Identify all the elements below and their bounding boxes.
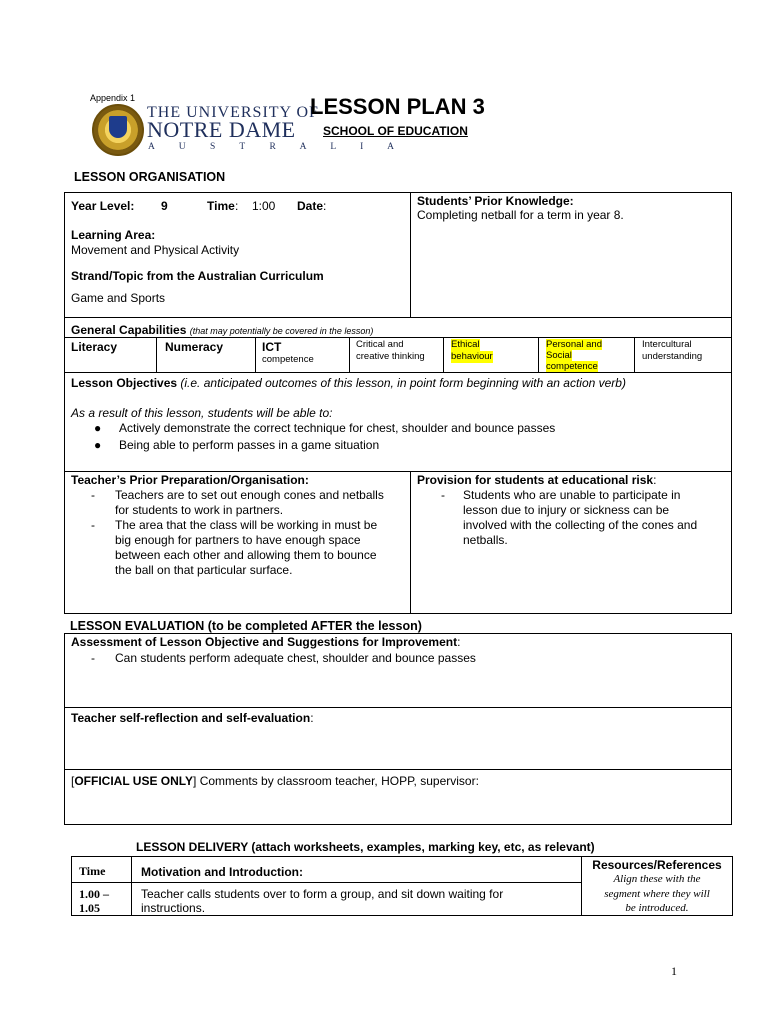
preparation-heading: Teacher’s Prior Preparation/Organisation: — [71, 473, 309, 487]
capability-critical-line2: creative thinking — [356, 351, 425, 362]
objective-bullet-1: ● — [94, 421, 102, 435]
capability-numeracy-label: Numeracy — [165, 340, 224, 354]
provision-item-line1: Students who are unable to participate in — [463, 488, 681, 502]
delivery-motivation-header — [131, 856, 582, 883]
row-time-line1: 1.00 – — [79, 887, 109, 901]
capability-ethical — [443, 337, 539, 373]
strand-value: Game and Sports — [71, 291, 166, 305]
provision-heading-line — [417, 473, 656, 487]
provision-colon: : — [653, 473, 657, 487]
time-colon: : — [235, 199, 239, 213]
capability-numeracy — [156, 337, 256, 373]
reflection-label: Teacher self-reflection and self-evaluation — [71, 711, 311, 725]
preparation-item2-line4: the ball on that particular surface. — [115, 563, 293, 577]
page-subtitle: SCHOOL OF EDUCATION — [323, 124, 468, 138]
row-text-line1: Teacher calls students over to form a group, and sit down waiting for — [141, 887, 504, 901]
objectives-intro: As a result of this lesson, students will be able to: — [71, 406, 333, 420]
preparation-item2-line1: The area that the class will be working in must be — [115, 518, 378, 532]
year-level-label: Year Level: — [71, 199, 135, 213]
assessment-item: Can students perform adequate chest, shoulder and bounce passes — [115, 651, 476, 665]
provision-item-line4: netballs. — [463, 533, 508, 547]
time-value: 1:00 — [252, 199, 276, 213]
page-number: 1 — [671, 964, 677, 978]
delivery-time-header — [71, 856, 132, 883]
capability-personal-line1: Personal and — [546, 339, 602, 350]
organisation-heading: LESSON ORGANISATION — [74, 170, 226, 184]
university-name-line2: NOTRE DAME — [147, 117, 296, 142]
preparation-dash-1: - — [91, 488, 95, 502]
capability-personal-line2: Social — [546, 350, 572, 361]
capability-personal-line3: competence — [546, 361, 598, 372]
provision-cell — [410, 471, 732, 614]
preparation-item1-line1: Teachers are to set out enough cones and netballs — [115, 488, 384, 502]
appendix-label: Appendix 1 — [90, 93, 136, 103]
assessment-label: Assessment of Lesson Objective and Suggestions for Improvement — [71, 635, 458, 649]
capability-intercultural — [634, 337, 732, 373]
objectives-heading: Lesson Objectives — [71, 376, 178, 390]
capability-literacy — [64, 337, 157, 373]
capabilities-heading: General Capabilities — [71, 323, 187, 337]
objective-item-2: Being able to perform passes in a game situation — [119, 438, 380, 452]
resources-note-line1: Align these with the — [613, 873, 701, 885]
official-use-line — [71, 774, 479, 788]
date-label: Date — [297, 199, 324, 213]
row-text-line2: instructions. — [141, 901, 206, 915]
preparation-item1-line2: for students to work in partners. — [115, 503, 284, 517]
evaluation-heading: LESSON EVALUATION (to be completed AFTER the lesson) — [70, 619, 422, 633]
preparation-cell — [64, 471, 411, 614]
delivery-heading-note: (attach worksheets, examples, marking key, etc, as relevant) — [248, 840, 595, 854]
reflection-colon: : — [310, 711, 314, 725]
university-name-line1: THE UNIVERSITY OF — [147, 104, 319, 121]
prior-knowledge-label: Students’ Prior Knowledge: — [417, 194, 574, 208]
provision-dash: - — [441, 488, 445, 502]
objective-bullet-2: ● — [94, 438, 102, 452]
official-use-rest: ] Comments by classroom teacher, HOPP, supervisor: — [193, 774, 479, 788]
strand-label: Strand/Topic from the Australian Curriculum — [71, 269, 324, 283]
preparation-dash-2: - — [91, 518, 95, 532]
official-use-label: OFFICIAL USE ONLY — [74, 774, 194, 788]
capability-ict-sub: competence — [262, 354, 314, 365]
assessment-heading-line — [71, 635, 460, 649]
delivery-heading: LESSON DELIVERY — [136, 840, 249, 854]
capabilities-note: (that may potentially be covered in the lesson) — [189, 326, 374, 336]
prior-knowledge-value: Completing netball for a term in year 8. — [417, 208, 624, 222]
motivation-header-label: Motivation and Introduction: — [141, 865, 303, 879]
official-bracket-open: [ — [71, 774, 75, 788]
assessment-cell — [64, 633, 732, 708]
delivery-resources-cell — [581, 856, 733, 916]
capability-personal — [538, 337, 635, 373]
objective-item-1: Actively demonstrate the correct technique for chest, shoulder and bounce passes — [119, 421, 556, 435]
provision-item-line3: involved with the collecting of the cones and — [463, 518, 698, 532]
delivery-text-cell — [131, 882, 582, 916]
objectives-heading-line — [71, 376, 626, 390]
year-level-value: 9 — [161, 199, 168, 213]
delivery-time-cell — [71, 882, 132, 916]
learning-area-label: Learning Area: — [71, 228, 156, 242]
learning-area-value: Movement and Physical Activity — [71, 243, 240, 257]
provision-heading: Provision for students at educational risk — [417, 473, 654, 487]
shield-icon — [109, 116, 127, 138]
capability-ict-label: ICT — [262, 340, 282, 354]
objectives-note: (i.e. anticipated outcomes of this lesson, in point form beginning with an action verb) — [180, 376, 626, 390]
capability-intercultural-line2: understanding — [642, 351, 703, 362]
resources-note-line3: be introduced. — [625, 902, 689, 914]
capability-critical-line1: Critical and — [356, 339, 404, 350]
time-header-label: Time — [79, 864, 106, 878]
assessment-dash: - — [91, 651, 95, 665]
provision-item-line2: lesson due to injury or sickness can be — [463, 503, 670, 517]
capability-ethical-line1: Ethical — [451, 339, 480, 350]
delivery-heading-line — [136, 840, 595, 854]
capability-ethical-line2: behaviour — [451, 351, 493, 362]
capability-ict — [255, 337, 350, 373]
page-title: LESSON PLAN 3 — [310, 94, 485, 119]
capability-intercultural-line1: Intercultural — [642, 339, 692, 350]
capability-critical — [349, 337, 444, 373]
capabilities-heading-line — [71, 323, 373, 337]
time-label: Time — [207, 199, 235, 213]
date-colon: : — [323, 199, 327, 213]
assessment-colon: : — [457, 635, 461, 649]
objectives-section — [64, 372, 732, 472]
organisation-left-cell — [64, 192, 411, 318]
reflection-cell — [64, 707, 732, 770]
resources-note-line2: segment where they will — [604, 888, 710, 900]
official-use-cell — [64, 769, 732, 825]
university-name-line3: A U S T R A L I A — [148, 142, 406, 152]
preparation-item2-line2: big enough for partners to have enough space — [115, 533, 361, 547]
reflection-heading-line — [71, 711, 314, 725]
organisation-right-cell — [410, 192, 732, 318]
row-time-line2: 1.05 — [79, 901, 100, 915]
preparation-item2-line3: between each other and allowing them to bounce — [115, 548, 377, 562]
resources-header-label: Resources/References — [592, 858, 722, 872]
capability-literacy-label: Literacy — [71, 340, 118, 354]
